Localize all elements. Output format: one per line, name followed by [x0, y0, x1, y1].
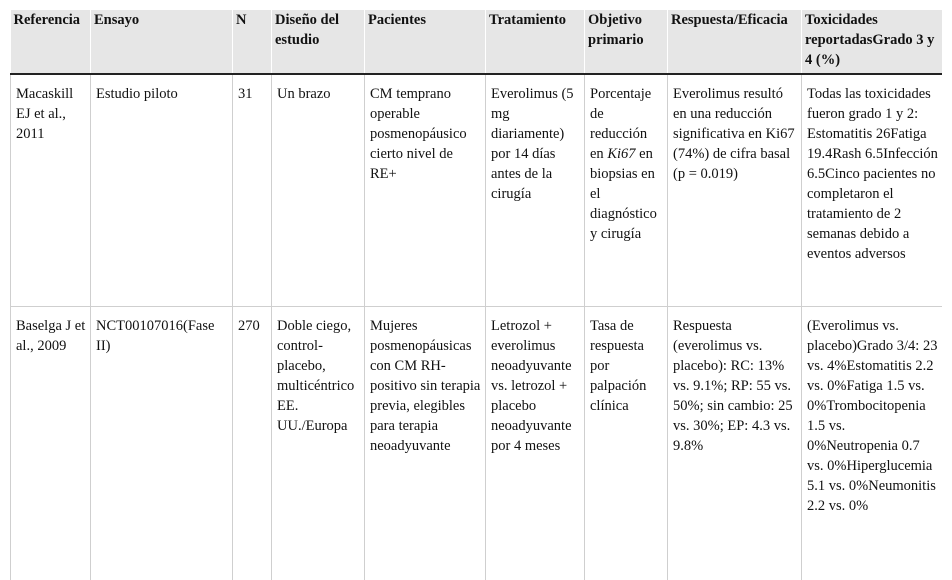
cell-respuesta: Everolimus resultó en una reducción significativa en Ki67 (74%) de cifra basal (p = 0.019) [668, 74, 802, 307]
header-pacientes: Pacientes [365, 10, 486, 74]
cell-tratamiento: Everolimus (5 mg diariamente) por 14 días antes de la cirugía [486, 74, 585, 307]
header-toxicidades: Toxicidades reportadasGrado 3 y 4 (%) [802, 10, 943, 74]
header-objetivo: Objetivo primario [585, 10, 668, 74]
cell-n: 31 [233, 74, 272, 307]
cell-respuesta: Respuesta (everolimus vs. placebo): RC: 13% vs. 9.1%; RP: 55 vs. 50%; sin cambio: 25 vs. 30%; EP: 4.3 vs. 9.8% [668, 307, 802, 580]
objetivo-text-post: en biopsias en el diagnóstico y cirugía [590, 146, 657, 242]
table-row [11, 74, 943, 307]
cell-pacientes: Mujeres posmenopáusicas con CM RH-positivo sin terapia previa, elegibles para terapia neoadyuvante [365, 307, 486, 580]
cell-referencia: Baselga J et al., 2009 [11, 307, 91, 580]
cell-referencia: Macaskill EJ et al., 2011 [11, 74, 91, 307]
cell-ensayo: Estudio piloto [91, 74, 233, 307]
cell-pacientes: CM temprano operable posmenopáusico cierto nivel de RE+ [365, 74, 486, 307]
header-row [11, 10, 943, 74]
cell-ensayo: NCT00107016(Fase II) [91, 307, 233, 580]
cell-toxicidades: (Everolimus vs. placebo)Grado 3/4: 23 vs. 4%Estomatitis 2.2 vs. 0%Fatiga 1.5 vs. 0%Trombocitopenia 1.5 vs. 0%Neutropenia 0.7 vs. 0%Hiperglucemia 5.1 vs. 0%Neumonitis 2.2 vs. 0% [802, 307, 943, 580]
table-row [11, 307, 943, 580]
objetivo-ki67-italic: Ki67 [607, 146, 636, 162]
cell-tratamiento: Letrozol + everolimus neoadyuvante vs. letrozol + placebo neoadyuvante por 4 meses [486, 307, 585, 580]
header-referencia: Referencia [11, 10, 91, 74]
header-ensayo: Ensayo [91, 10, 233, 74]
cell-toxicidades: Todas las toxicidades fueron grado 1 y 2: Estomatitis 26Fatiga 19.4Rash 6.5Infección 6.5Cinco pacientes no completaron el tratamiento de 2 semanas debido a eventos adversos [802, 74, 943, 307]
cell-diseno: Un brazo [272, 74, 365, 307]
header-respuesta: Respuesta/Eficacia [668, 10, 802, 74]
cell-diseno: Doble ciego, control-placebo, multicéntrico EE. UU./Europa [272, 307, 365, 580]
objetivo-text-pre: Porcentaje de reducción en [590, 86, 652, 162]
header-tratamiento: Tratamiento [486, 10, 585, 74]
table-container [10, 10, 942, 580]
clinical-trials-table [10, 10, 942, 580]
cell-objetivo: Tasa de respuesta por palpación clínica [585, 307, 668, 580]
cell-n: 270 [233, 307, 272, 580]
header-n: N [233, 10, 272, 74]
cell-objetivo [585, 74, 668, 307]
header-diseno: Diseño del estudio [272, 10, 365, 74]
